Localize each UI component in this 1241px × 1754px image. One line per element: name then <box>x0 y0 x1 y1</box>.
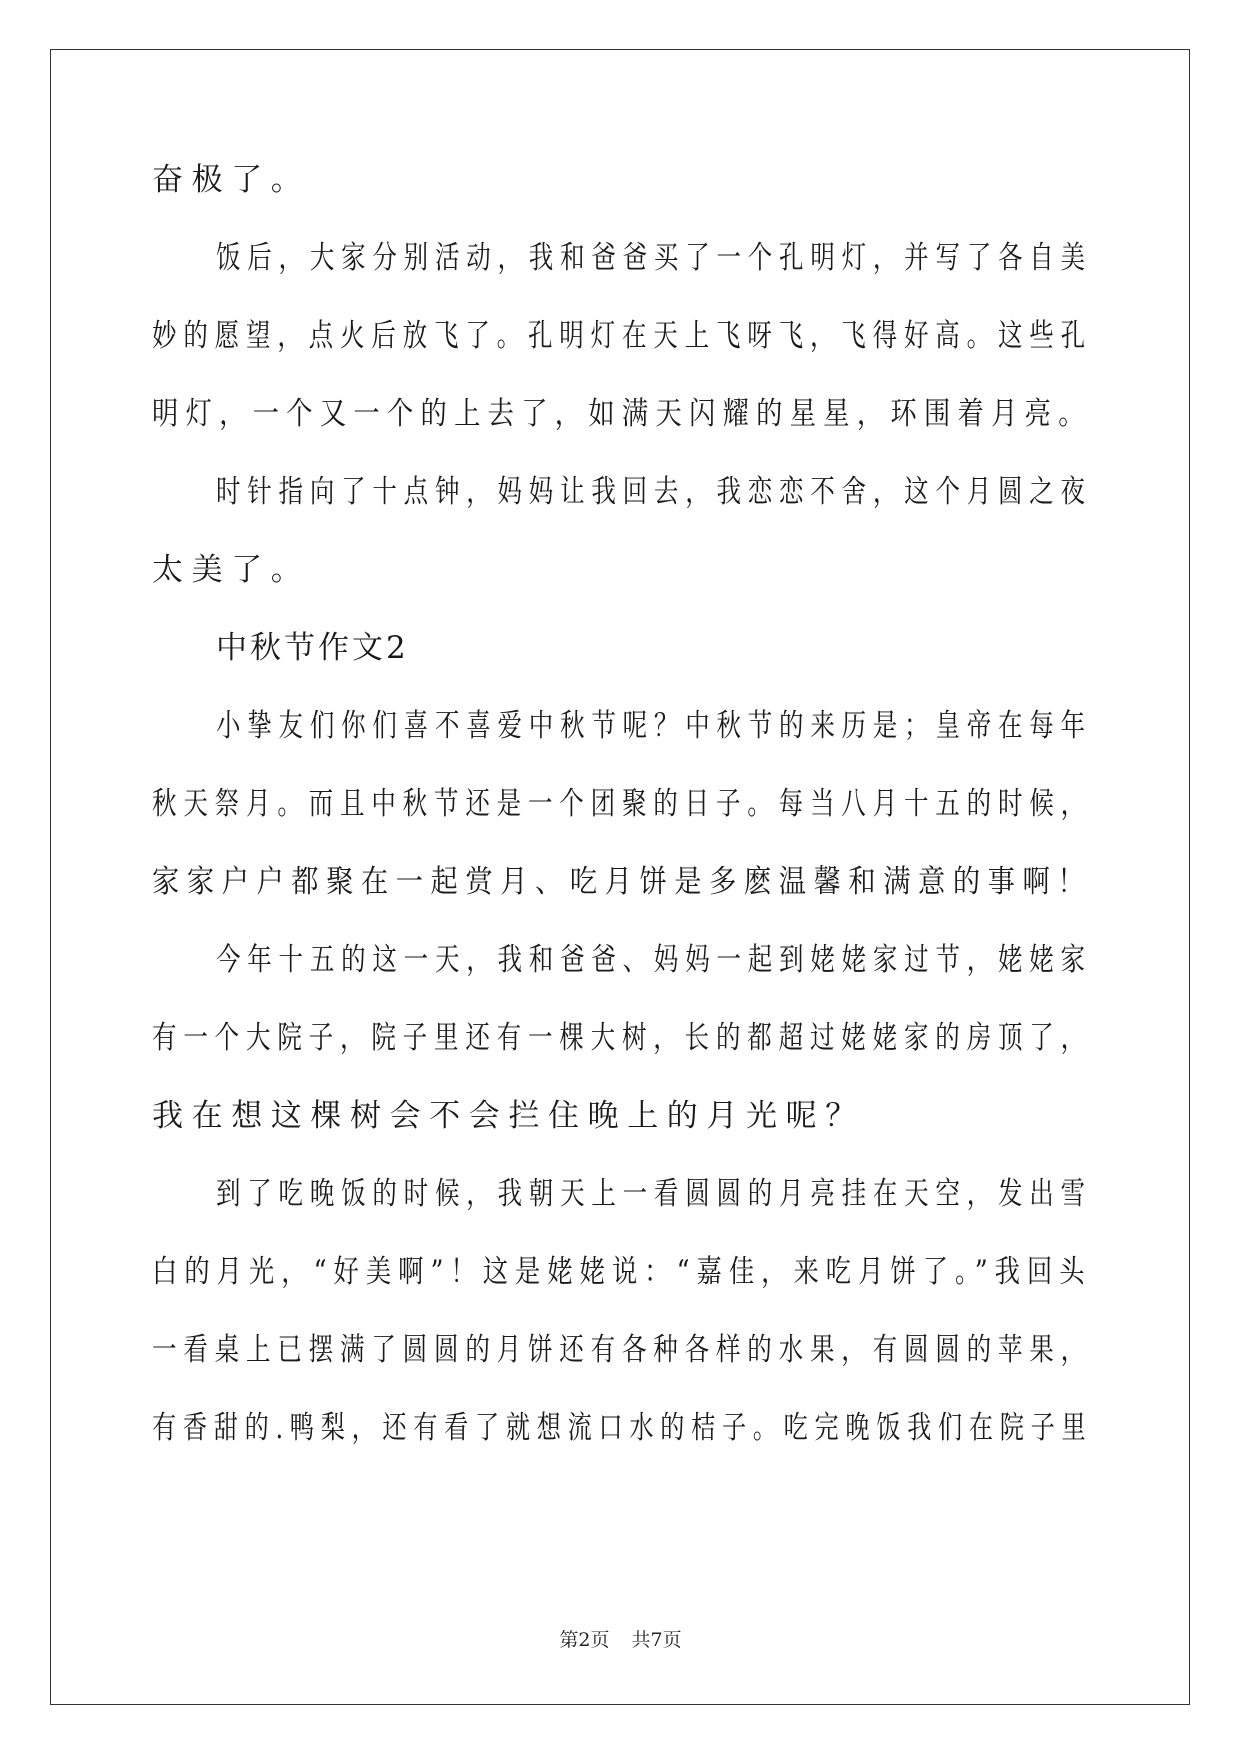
text-line: 明灯，一个又一个的上去了，如满天闪耀的星星，环围着月亮。 <box>152 396 1092 432</box>
page-total: 共7页 <box>631 1629 682 1651</box>
text-line: 一看桌上已摆满了圆圆的月饼还有各种各样的水果，有圆圆的苹果， <box>152 1332 1092 1368</box>
text-line: 家家户户都聚在一起赏月、吃月饼是多麽温馨和满意的事啊！ <box>152 864 1093 900</box>
text-line: 太美了。 <box>152 552 311 588</box>
text-line: 妙的愿望，点火后放飞了。孔明灯在天上飞呀飞，飞得好高。这些孔 <box>152 318 1092 354</box>
section-heading: 中秋节作文2 <box>216 630 409 666</box>
text-line: 白的月光，“好美啊”！这是姥姥说：“嘉佳，来吃月饼了。”我回头 <box>152 1254 1092 1290</box>
paragraph-start-line: 饭后，大家分别活动，我和爸爸买了一个孔明灯，并写了各自美 <box>216 240 1092 276</box>
paragraph-start-line: 今年十五的这一天，我和爸爸、妈妈一起到姥姥家过节，姥姥家 <box>216 942 1092 978</box>
text-line: 有一个大院子，院子里还有一棵大树，长的都超过姥姥家的房顶了， <box>152 1020 1092 1056</box>
page-number: 第2页 <box>559 1629 610 1651</box>
page-footer <box>0 1628 1241 1652</box>
paragraph-start-line: 到了吃晚饭的时候，我朝天上一看圆圆的月亮挂在天空，发出雪 <box>216 1176 1092 1212</box>
text-line: 我在想这棵树会不会拦住晚上的月光呢？ <box>152 1098 865 1134</box>
text-line: 奋极了。 <box>152 162 311 198</box>
paragraph-start-line: 时针指向了十点钟，妈妈让我回去，我恋恋不舍，这个月圆之夜 <box>216 474 1092 510</box>
paragraph-start-line: 小挚友们你们喜不喜爱中秋节呢？中秋节的来历是；皇帝在每年 <box>216 708 1092 744</box>
text-line: 秋天祭月。而且中秋节还是一个团聚的日子。每当八月十五的时候， <box>152 786 1092 822</box>
text-line: 有香甜的.鸭梨，还有看了就想流口水的桔子。吃完晚饭我们在院子里 <box>152 1410 1093 1446</box>
